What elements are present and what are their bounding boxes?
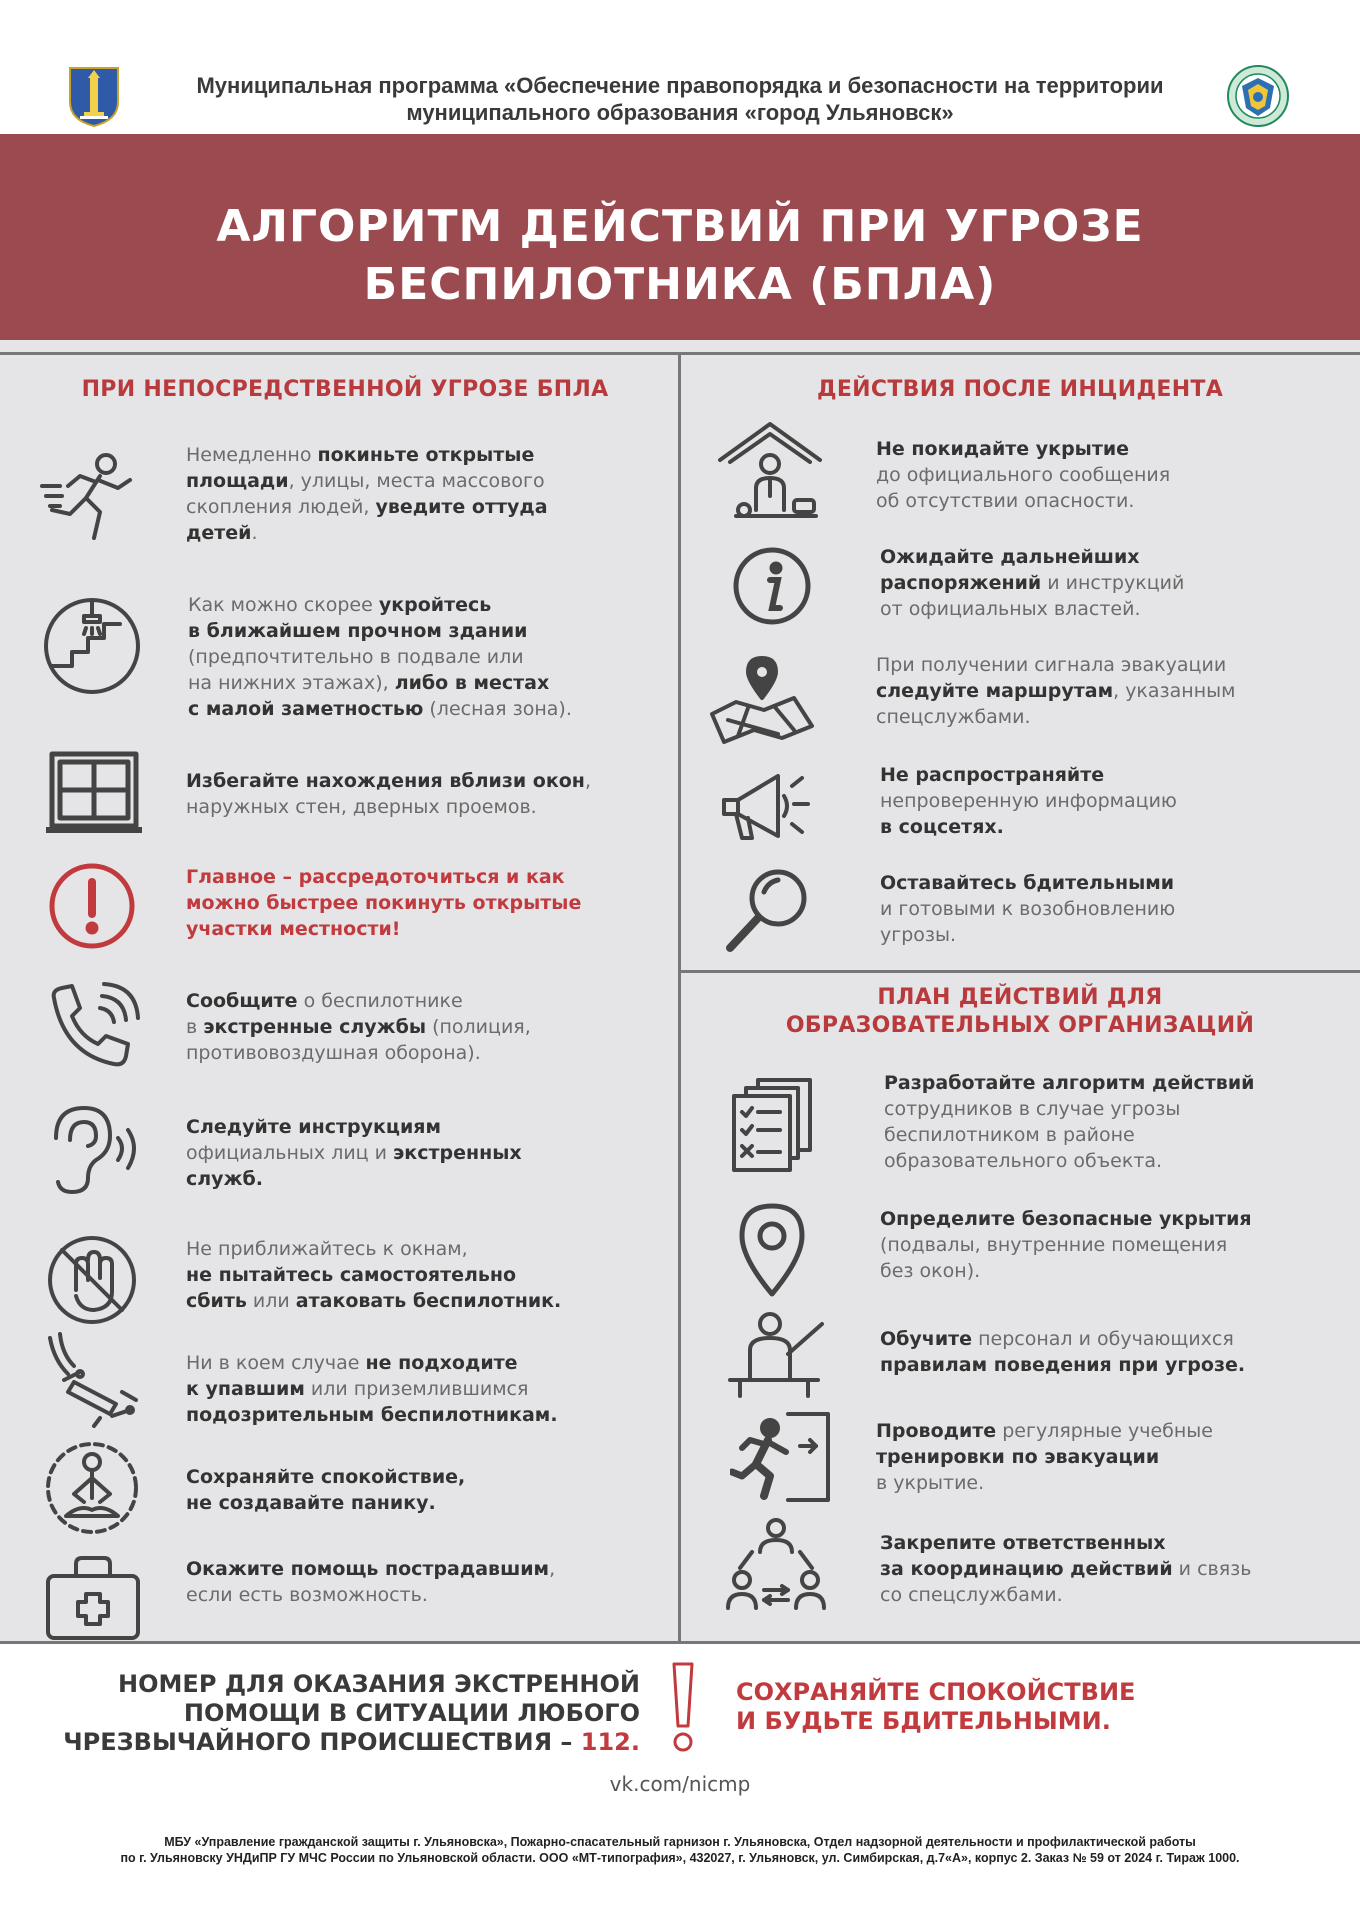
text-line (880, 1232, 1350, 1258)
text-line (876, 1444, 1346, 1470)
bold-text-run: площади (186, 470, 289, 492)
footer (0, 1816, 1360, 1920)
bold-text-run: Главное – рассредоточиться и как (186, 866, 565, 888)
bold-text-run: Разработайте алгоритм действий (884, 1072, 1255, 1094)
keep-calm-line-1: СОХРАНЯЙТЕ СПОКОЙСТВИЕ (736, 1678, 1136, 1706)
exclamation-mark-icon (664, 1660, 702, 1756)
footer-line-1: МБУ «Управление гражданской защиты г. Ульяновска», Пожарно-спасательный гарнизон г. Ульяновска, Отдел надзорной деятельности и профилактической работы (164, 1835, 1196, 1849)
left-item-8-text (186, 1350, 656, 1428)
text-run: (предпочтительно в подвале или (188, 646, 524, 668)
bold-text-run: Оставайтесь бдительными (880, 872, 1175, 894)
text-line (884, 1070, 1344, 1096)
text-run: (лесная зона). (423, 698, 572, 720)
bold-text-run: Закрепите ответственных (880, 1532, 1166, 1554)
bold-text-run: укройтесь (378, 594, 492, 616)
bold-text-run: Сообщите (186, 990, 298, 1012)
right-top-item-2-text (880, 544, 1340, 622)
text-run: регулярные учебные (996, 1420, 1213, 1442)
text-line (188, 644, 658, 670)
text-line (876, 1470, 1346, 1496)
text-line (880, 544, 1340, 570)
bold-text-run: подозрительным беспилотникам. (186, 1404, 558, 1426)
right-top-section-title: ДЕЙСТВИЯ ПОСЛЕ ИНЦИДЕНТА (816, 377, 1224, 402)
text-line (188, 618, 658, 644)
text-line (876, 704, 1346, 730)
bold-text-run: Проводите (876, 1420, 997, 1442)
left-item-7-text (186, 1236, 656, 1314)
text-run: , (584, 770, 591, 792)
text-line (880, 788, 1340, 814)
text-line (186, 494, 656, 520)
text-run: официальных лиц и (186, 1142, 394, 1164)
keep-calm-text (736, 1678, 1256, 1736)
text-line (186, 1040, 656, 1066)
bold-text-run: Следуйте инструкциям (186, 1116, 442, 1138)
left-item-3-text (186, 768, 666, 820)
text-line (880, 1258, 1350, 1284)
right-top-item-1-text (876, 436, 1336, 514)
text-line (876, 678, 1346, 704)
text-line (880, 814, 1340, 840)
program-title (140, 72, 1220, 126)
text-line (880, 1326, 1350, 1352)
text-line (186, 864, 666, 890)
bottom-divider (0, 1641, 1360, 1644)
text-line (880, 1582, 1350, 1608)
bold-text-run: распоряжений (880, 572, 1042, 594)
bold-text-run: либо в местах (394, 672, 550, 694)
text-run: и связь (1172, 1558, 1252, 1580)
person-under-roof-icon (716, 420, 824, 520)
left-item-4-text (186, 864, 666, 942)
left-item-1-text (186, 442, 656, 546)
shelter-stairs-icon (38, 596, 146, 696)
text-run: или приземлившимся (304, 1378, 529, 1400)
evacuation-exit-icon (730, 1406, 838, 1506)
emergency-line-2: ПОМОЩИ В СИТУАЦИИ ЛЮБОГО (183, 1699, 640, 1727)
bold-text-run: уведите оттуда (375, 496, 548, 518)
text-run: на нижних этажах), (188, 672, 395, 694)
text-run: При получении сигнала эвакуации (876, 654, 1227, 676)
text-run: непроверенную информацию (880, 790, 1177, 812)
right-top-item-4-text (880, 762, 1340, 840)
emergency-number-value: 112. (580, 1728, 640, 1756)
text-run: угрозы. (880, 924, 957, 946)
bold-text-run: не подходите (365, 1352, 518, 1374)
bold-text-run: Не покидайте укрытие (876, 438, 1130, 460)
bold-text-run: тренировки по эвакуации (876, 1446, 1160, 1468)
text-line (186, 1288, 656, 1314)
text-line (188, 696, 658, 722)
left-section-title: ПРИ НЕПОСРЕДСТВЕННОЙ УГРОЗЕ БПЛА (81, 377, 609, 402)
text-run: Не приближайтесь к окнам, (186, 1238, 468, 1260)
first-aid-kit-icon (40, 1546, 148, 1646)
bold-text-run: служб. (186, 1168, 263, 1190)
text-run: скопления людей, (186, 496, 376, 518)
text-run: , улицы, места массового (288, 470, 545, 492)
bold-text-run: Окажите помощь пострадавшим (186, 1558, 550, 1580)
text-line (880, 922, 1340, 948)
text-line (186, 1376, 656, 1402)
right-bottom-title-line-1: ПЛАН ДЕЙСТВИЙ ДЛЯ (877, 985, 1163, 1010)
text-line (880, 570, 1340, 596)
vk-link[interactable]: vk.com/nicmp (609, 1772, 751, 1796)
footer-imprint (40, 1834, 1320, 1866)
text-line (880, 1556, 1350, 1582)
bold-text-run: детей (186, 522, 252, 544)
bold-text-run: атаковать беспилотник. (295, 1290, 562, 1312)
text-run: без окон). (880, 1260, 981, 1282)
text-line (876, 436, 1336, 462)
text-line (186, 794, 666, 820)
text-line (186, 1114, 656, 1140)
text-line (186, 916, 666, 942)
text-line (876, 488, 1336, 514)
text-line (880, 896, 1340, 922)
text-line (876, 652, 1346, 678)
right-bottom-item-4-text (876, 1418, 1346, 1496)
no-hand-icon (42, 1230, 150, 1330)
text-line (186, 1556, 656, 1582)
ulyanovsk-coat-of-arms-icon (66, 66, 122, 128)
text-run: об отсутствии опасности. (876, 490, 1135, 512)
text-line (876, 1418, 1346, 1444)
main-title-line-1: АЛГОРИТМ ДЕЙСТВИЙ ПРИ УГРОЗЕ (216, 201, 1144, 252)
text-line (880, 870, 1340, 896)
bold-text-run: Определите безопасные укрытия (880, 1208, 1252, 1230)
text-run: Как можно скорее (188, 594, 379, 616)
text-run: , (549, 1558, 556, 1580)
text-line (884, 1148, 1344, 1174)
text-run: (полиция, (426, 1016, 531, 1038)
emergency-line-3-text: ЧРЕЗВЫЧАЙНОГО ПРОИСШЕСТВИЯ – (63, 1728, 581, 1756)
right-bottom-item-2-text (880, 1206, 1350, 1284)
text-run: наружных стен, дверных проемов. (186, 796, 537, 818)
text-run: или (246, 1290, 296, 1312)
text-run: и готовыми к возобновлению (880, 898, 1176, 920)
left-item-10-text (186, 1556, 656, 1608)
bold-text-run: к упавшим (186, 1378, 305, 1400)
left-item-9-text (186, 1464, 656, 1516)
text-run: от официальных властей. (880, 598, 1141, 620)
text-run: о беспилотнике (297, 990, 463, 1012)
footer-line-2: по г. Ульяновску УНДиПР ГУ МЧС России по Ульяновской области. ООО «МТ-типография», 432027, г. Ульяновск, ул. Симбирская, д.7«А», корпус 2. Заказ № 59 от 2024 г. Тираж 1000. (120, 1851, 1240, 1865)
right-top-item-3-text (876, 652, 1346, 730)
text-line (186, 1014, 656, 1040)
text-line (884, 1096, 1344, 1122)
text-line (186, 1262, 656, 1288)
text-line (186, 468, 656, 494)
emergency-line-1: НОМЕР ДЛЯ ОКАЗАНИЯ ЭКСТРЕННОЙ (118, 1670, 640, 1698)
text-line (186, 890, 666, 916)
text-run: и инструкций (1041, 572, 1185, 594)
checklist-icon (722, 1076, 830, 1176)
bold-text-run: правилам поведения при угрозе. (880, 1354, 1246, 1376)
text-line (186, 1402, 656, 1428)
right-bottom-item-5-text (880, 1530, 1350, 1608)
bold-text-run: покиньте открытые (317, 444, 535, 466)
right-bottom-item-3-text (880, 1326, 1350, 1378)
bold-text-run: следуйте маршрутам (876, 680, 1114, 702)
bold-text-run: за координацию действий (880, 1558, 1173, 1580)
phone-call-icon (40, 978, 148, 1078)
text-line (880, 1530, 1350, 1556)
bold-text-run: участки местности! (186, 918, 401, 940)
bold-text-run: Обучите (880, 1328, 973, 1350)
bold-text-run: сбить (186, 1290, 247, 1312)
text-run: Немедленно (186, 444, 318, 466)
right-bottom-item-1-text (884, 1070, 1344, 1174)
megaphone-icon (716, 758, 824, 858)
text-run: (подвалы, внутренние помещения (880, 1234, 1228, 1256)
text-line (188, 592, 658, 618)
text-run: беспилотником в районе (884, 1124, 1135, 1146)
left-item-2-text (188, 592, 658, 722)
right-top-item-5-text (880, 870, 1340, 948)
bold-text-run: в соцсетях. (880, 816, 1004, 838)
bold-text-run: не создавайте панику. (186, 1492, 436, 1514)
bold-text-run: с малой заметностью (188, 698, 424, 720)
location-pin-icon (720, 1200, 828, 1300)
column-divider (678, 354, 681, 1644)
keep-calm-line-2: И БУДЬТЕ БДИТЕЛЬНЫМИ. (736, 1707, 1111, 1735)
text-line (186, 1166, 656, 1192)
text-run: спецслужбами. (876, 706, 1031, 728)
text-line (884, 1122, 1344, 1148)
right-bottom-section-title (690, 984, 1350, 1040)
text-line (876, 462, 1336, 488)
text-line (186, 520, 656, 546)
running-person-icon (38, 446, 146, 546)
team-coordination-icon (722, 1516, 830, 1616)
text-line (186, 768, 666, 794)
text-run: персонал и обучающихся (972, 1328, 1234, 1350)
text-line (188, 670, 658, 696)
magnifier-icon (718, 862, 826, 962)
text-run: если есть возможность. (186, 1584, 428, 1606)
bold-text-run: не пытайтесь самостоятельно (186, 1264, 517, 1286)
bold-text-run: Сохраняйте спокойствие, (186, 1466, 466, 1488)
text-line (186, 1350, 656, 1376)
left-item-6-text (186, 1114, 656, 1192)
bold-text-run: экстренных (393, 1142, 522, 1164)
fallen-drone-icon (40, 1330, 148, 1430)
bold-text-run: можно быстрее покинуть открытые (186, 892, 582, 914)
civil-defense-emblem-icon (1226, 64, 1290, 128)
text-run: со спецслужбами. (880, 1584, 1063, 1606)
emergency-number-text (40, 1670, 640, 1757)
left-item-5-text (186, 988, 656, 1066)
text-line (186, 1464, 656, 1490)
text-run: Ни в коем случае (186, 1352, 366, 1374)
text-line (880, 1206, 1350, 1232)
text-run: образовательного объекта. (884, 1150, 1163, 1172)
text-run: , указанным (1113, 680, 1236, 702)
right-section-divider (680, 970, 1360, 973)
text-run: сотрудников в случае угрозы (884, 1098, 1181, 1120)
bold-text-run: Ожидайте дальнейших (880, 546, 1140, 568)
emergency-line-3 (40, 1728, 640, 1757)
exclamation-circle-icon (40, 856, 148, 956)
text-run: противовоздушная оборона). (186, 1042, 481, 1064)
right-bottom-title-line-2: ОБРАЗОВАТЕЛЬНЫХ ОРГАНИЗАЦИЙ (785, 1013, 1255, 1038)
text-run: в укрытие. (876, 1472, 985, 1494)
text-line (186, 1490, 656, 1516)
text-line (186, 1140, 656, 1166)
bold-text-run: экстренные службы (203, 1016, 427, 1038)
text-line (186, 442, 656, 468)
program-title-line-1: Муниципальная программа «Обеспечение правопорядка и безопасности на территории (196, 73, 1164, 98)
main-title-line-2: БЕСПИЛОТНИКА (БПЛА) (363, 259, 997, 310)
text-run: в (186, 1016, 204, 1038)
text-line (186, 1582, 656, 1608)
ear-listen-icon (40, 1100, 148, 1200)
text-run: до официального сообщения (876, 464, 1171, 486)
text-line (880, 762, 1340, 788)
main-title (80, 198, 1280, 314)
teacher-icon (722, 1304, 830, 1404)
info-circle-icon (722, 536, 830, 636)
text-line (186, 988, 656, 1014)
meditation-icon (40, 1438, 148, 1538)
text-run: . (251, 522, 258, 544)
text-line (880, 1352, 1350, 1378)
bold-text-run: в ближайшем прочном здании (188, 620, 528, 642)
text-line (186, 1236, 656, 1262)
map-pin-route-icon (708, 650, 816, 750)
bold-text-run: Не распространяйте (880, 764, 1105, 786)
window-icon (40, 744, 148, 844)
program-title-line-2: муниципального образования «город Ульяновск» (406, 100, 954, 125)
bold-text-run: Избегайте нахождения вблизи окон (186, 770, 585, 792)
text-line (880, 596, 1340, 622)
